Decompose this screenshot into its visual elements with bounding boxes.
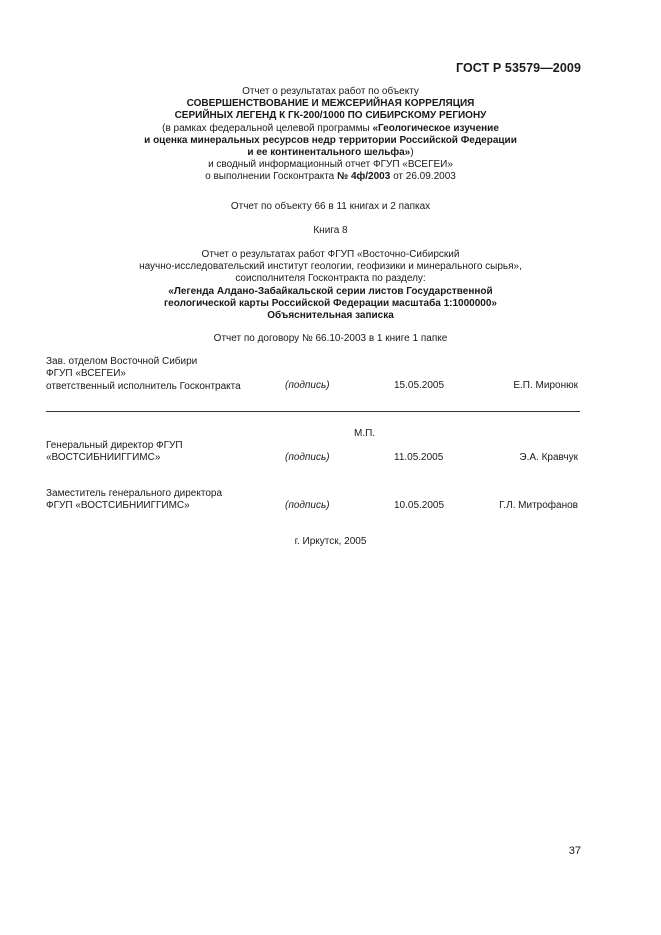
program-suffix: ) xyxy=(410,147,414,159)
page-number: 37 xyxy=(568,845,581,857)
subreport-block xyxy=(0,249,661,322)
signature-position xyxy=(46,488,222,513)
signature-row-1 xyxy=(46,356,578,396)
subreport-line-1: Отчет о результатах работ ФГУП «Восточно-Сибирский xyxy=(201,249,460,260)
program-name-part-1: «Геологическое изучение xyxy=(372,122,499,134)
signatory-name: Г.Л. Митрофанов xyxy=(499,500,578,511)
contract-line xyxy=(0,171,661,183)
subreport-line-2: научно-исследовательский институт геологии, геофизики и минерального сырья», xyxy=(139,261,522,273)
signature-placeholder: (подпись) xyxy=(285,452,330,463)
signature-position xyxy=(46,440,183,465)
signature-row-3 xyxy=(46,488,578,516)
place-year: г. Иркутск, 2005 xyxy=(294,536,367,547)
book-number: Книга 8 xyxy=(313,225,348,236)
position-line: ФГУП «ВОСТСИБНИИГГИМС» xyxy=(46,500,190,512)
signature-position xyxy=(46,356,241,393)
contract-number: № 4ф/2003 xyxy=(337,171,391,183)
position-line: «ВОСТСИБНИИГГИМС» xyxy=(46,452,161,464)
standard-code: ГОСТ Р 53579—2009 xyxy=(455,61,581,75)
object-report: Отчет по объекту 66 в 11 книгах и 2 папках xyxy=(230,201,431,212)
subreport-title-line-2: геологической карты Российской Федерации масштаба 1:1000000» xyxy=(164,297,497,309)
signature-row-2 xyxy=(46,440,578,468)
signature-placeholder: (подпись) xyxy=(285,500,330,511)
position-line: ответственный исполнитель Госконтракта xyxy=(46,380,241,392)
contract-report: Отчет по договору № 66.10-2003 в 1 книге 1 папке xyxy=(213,333,448,344)
signature-placeholder: (подпись) xyxy=(285,380,330,391)
report-title-line-1: СОВЕРШЕНСТВОВАНИЕ И МЕЖСЕРИЙНАЯ КОРРЕЛЯЦИЯ xyxy=(186,98,475,110)
position-line: Зав. отделом Восточной Сибири xyxy=(46,356,198,367)
position-line: Генеральный директор ФГУП xyxy=(46,440,183,451)
subreport-title-line-1: «Легенда Алдано-Забайкальской серии листов Государственной xyxy=(168,285,493,297)
subreport-title-line-3: Объяснительная записка xyxy=(267,310,394,322)
report-title-line-2: СЕРИЙНЫХ ЛЕГЕНД К ГК-200/1000 ПО СИБИРСКОМУ РЕГИОНУ xyxy=(174,110,487,122)
stamp-label: М.П. xyxy=(354,428,376,439)
signature-date: 10.05.2005 xyxy=(394,500,445,511)
program-name-part-2: и оценка минеральных ресурсов недр территории Российской Федерации xyxy=(144,134,517,146)
program-name-part-3: и ее континентального шельфа» xyxy=(247,147,411,159)
signature-date: 11.05.2005 xyxy=(394,452,444,463)
position-line: ФГУП «ВСЕГЕИ» xyxy=(46,368,126,380)
report-heading xyxy=(0,86,661,184)
summary-line: и сводный информационный отчет ФГУП «ВСЕГЕИ» xyxy=(208,159,453,171)
signatory-name: Э.А. Кравчук xyxy=(519,452,578,463)
program-line-1 xyxy=(0,123,661,135)
program-line-3 xyxy=(0,147,661,159)
signature-date: 15.05.2005 xyxy=(394,380,445,391)
divider-line xyxy=(46,411,580,412)
contract-suffix: от 26.09.2003 xyxy=(390,171,456,183)
subreport-line-3: соисполнителя Госконтракта по разделу: xyxy=(235,273,426,285)
program-prefix: (в рамках федеральной целевой программы xyxy=(162,122,373,134)
report-intro-line: Отчет о результатах работ по объекту xyxy=(242,86,419,97)
contract-prefix: о выполнении Госконтракта xyxy=(205,171,338,183)
signatory-name: Е.П. Миронюк xyxy=(513,380,578,391)
position-line: Заместитель генерального директора xyxy=(46,488,223,499)
